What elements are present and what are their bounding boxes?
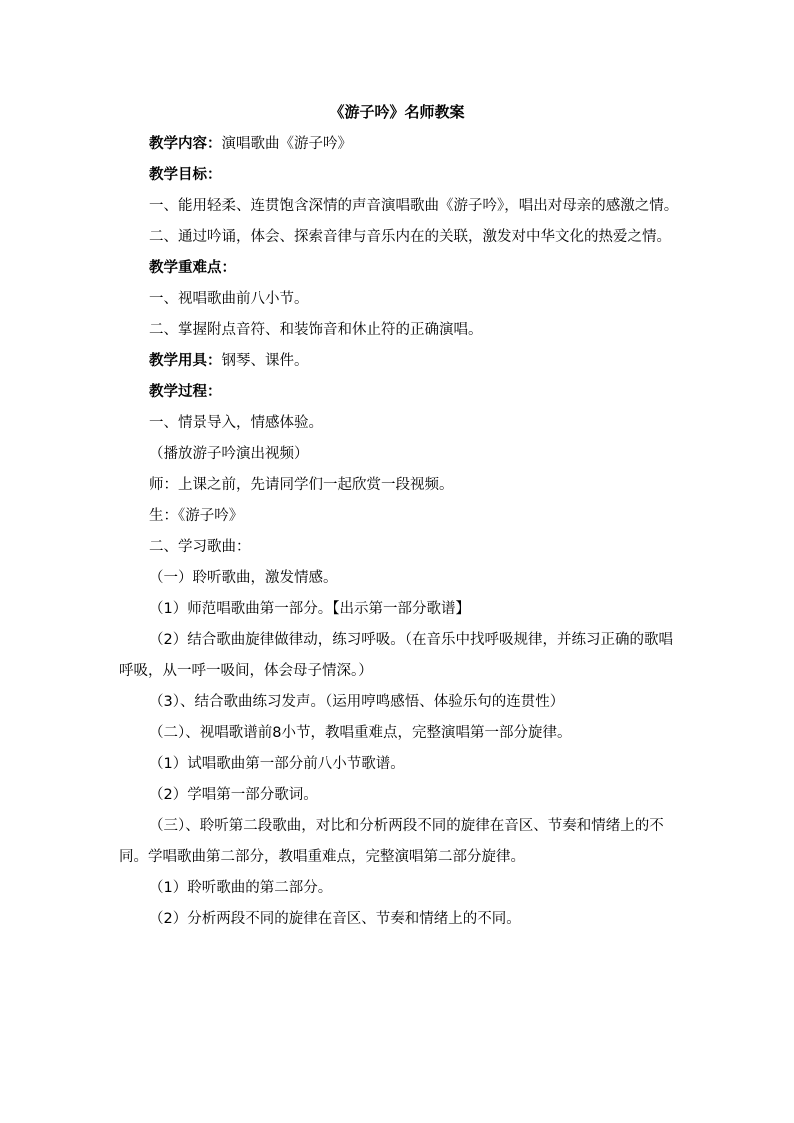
paragraph-keypoint-2: 二、掌握附点音符、和装饰音和休止符的正确演唱。 bbox=[149, 322, 483, 338]
label-keypoints: 教学重难点： bbox=[149, 260, 236, 276]
paragraph-process-1: 一、情景导入，情感体验。 bbox=[149, 415, 323, 431]
paragraph-process-heading bbox=[119, 377, 679, 408]
document-title: 《游子吟》名师教案 bbox=[329, 103, 465, 121]
paragraph-keypoints-heading bbox=[119, 253, 679, 284]
paragraph-process-15: （2）分析两段不同的旋律在音区、节奏和情绪上的不同。 bbox=[149, 911, 521, 927]
paragraph-process-8: （2）结合歌曲旋律做律动，练习呼吸。（在音乐中找呼吸规律，并练习正确的歌唱呼吸，从一呼一吸间，体会母子情深。） bbox=[119, 632, 673, 679]
label-tools: 教学用具： bbox=[149, 353, 222, 369]
paragraph-objectives-heading bbox=[119, 160, 679, 191]
paragraph-process-12: （2）学唱第一部分歌词。 bbox=[149, 787, 318, 803]
paragraph-process-7: （1）师范唱歌曲第一部分。【出示第一部分歌谱】 bbox=[149, 601, 470, 617]
label-content: 教学内容： bbox=[149, 136, 222, 152]
paragraph-process-4: 生：《游子吟》 bbox=[149, 508, 244, 524]
paragraph-process-6: （一）聆听歌曲，激发情感。 bbox=[149, 570, 338, 586]
paragraph-process-3: 师：上课之前，先请同学们一起欣赏一段视频。 bbox=[149, 477, 454, 493]
label-process: 教学过程： bbox=[149, 384, 222, 400]
paragraph-process-5: 二、学习歌曲： bbox=[149, 539, 251, 555]
paragraph-process-11: （1）试唱歌曲第一部分前八小节歌谱。 bbox=[149, 756, 405, 772]
paragraph-process-10: （二）、视唱歌谱前8小节，教唱重难点，完整演唱第一部分旋律。 bbox=[149, 725, 572, 741]
label-objectives: 教学目标： bbox=[149, 167, 222, 183]
text-content: 演唱歌曲《游子吟》 bbox=[221, 136, 352, 152]
paragraph-process-9: （3）、结合歌曲练习发声。（运用哼鸣感悟、体验乐句的连贯性） bbox=[149, 694, 565, 710]
document-body bbox=[119, 129, 679, 935]
paragraph-objective-1: 一、能用轻柔、连贯饱含深情的声音演唱歌曲《游子吟》，唱出对母亲的感激之情。 bbox=[149, 198, 679, 214]
paragraph-tools bbox=[119, 346, 679, 377]
paragraph-process-2: （播放游子吟演出视频） bbox=[149, 446, 309, 462]
paragraph-keypoint-1: 一、视唱歌曲前八小节。 bbox=[149, 291, 309, 307]
paragraph-content bbox=[119, 129, 679, 160]
paragraph-process-13: （三）、聆听第二段歌曲，对比和分析两段不同的旋律在音区、节奏和情绪上的不同。学唱歌曲第二部分，教唱重难点，完整演唱第二部分旋律。 bbox=[119, 818, 664, 865]
paragraph-objective-2: 二、通过吟诵，体会、探索音律与音乐内在的关联，激发对中华文化的热爱之情。 bbox=[149, 229, 671, 245]
paragraph-process-14: （1）聆听歌曲的第二部分。 bbox=[149, 880, 333, 896]
text-tools: 钢琴、课件。 bbox=[221, 353, 309, 369]
